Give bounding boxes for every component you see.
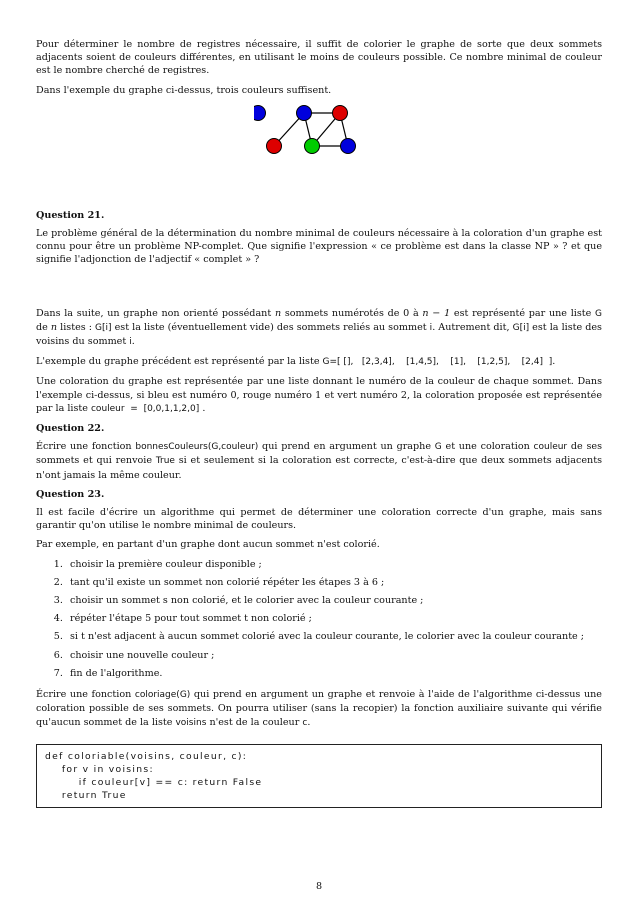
- code-bonnes-couleurs: bonnesCouleurs(G,couleur): [135, 442, 259, 453]
- question-22-text: [36, 440, 602, 482]
- text-run: n'est de la couleur: [206, 716, 303, 728]
- code-line-2: for v in voisins:: [45, 763, 154, 775]
- text-run: Une coloration du graphe est représentée par une liste donnant le numéro de la couleur de chaque sommet. Dans l'exemple ci-dessus, si bleu est numéro 0, rouge numéro 1 et vert numéro 2, la coloration proposée est représentée par la liste: [36, 376, 602, 414]
- question-23-title: Question 23.: [36, 488, 105, 500]
- text-run: .: [199, 402, 206, 414]
- text-run: L'exemple du graphe précédent est représenté par la liste: [36, 356, 323, 368]
- text-run: Écrire une fonction: [36, 689, 135, 701]
- text-run: .: [307, 716, 311, 728]
- code-i: i: [129, 337, 132, 348]
- text-run: sommets numérotés de 0 à: [281, 307, 423, 319]
- text-run: est la liste (éventuellement vide) des sommets reliés au sommet: [111, 321, 430, 333]
- code-i: i: [429, 322, 433, 333]
- text-run: est la liste des voisins du sommet: [36, 321, 602, 348]
- code-G-i: G[i]: [512, 322, 530, 333]
- question-21-text: Le problème général de la détermination du nombre minimal de couleurs nécessaire à la coloration d'un graphe est connu pour être un problème NP-complet. Que signifie l'expression « ce problème est dans la classe NP » ? et que signifie l'adjonction de l'adjectif « complet » ?: [36, 228, 602, 266]
- code-coloriage: coloriage(G): [134, 690, 191, 701]
- code-c: c: [302, 717, 308, 728]
- vertex-0: [254, 105, 266, 120]
- vertex-5: [341, 138, 356, 153]
- algorithm-steps: [36, 558, 602, 680]
- text-run: qui prend en argument un graphe et renvoie à l'aide de l'algorithme ci-dessus une coloration possible de ses sommets. On pourra utiliser (sans la recopier) la fonction auxiliaire suivante qui vérifie qu'aucun sommet de la liste: [36, 689, 602, 728]
- page-number: 8: [315, 881, 323, 892]
- intro-paragraph-2: Dans l'exemple du graphe ci-dessus, trois couleurs suffisent.: [36, 84, 332, 96]
- math-n: n: [50, 321, 58, 333]
- math-n: n: [274, 307, 282, 319]
- question-23-paragraph-2: Par exemple, en partant d'un graphe dont aucun sommet n'est colorié.: [36, 539, 380, 551]
- question-23-paragraph-3: [36, 688, 602, 730]
- question-22-title: Question 22.: [36, 423, 105, 435]
- code-line-1: def coloriable(voisins, couleur, c):: [45, 750, 248, 762]
- algorithm-step: 6. choisir une nouvelle couleur ;: [66, 649, 602, 662]
- question-21-title: Question 21.: [36, 209, 105, 221]
- content: [36, 38, 602, 808]
- representation-paragraph-2: [36, 355, 602, 369]
- representation-paragraph-1: [36, 307, 602, 350]
- algorithm-step: 5. si t n'est adjacent à aucun sommet colorié avec la couleur courante, le colorier avec la couleur courante ;: [66, 630, 602, 643]
- vertex-3: [267, 138, 282, 153]
- vertex-1: [297, 105, 312, 120]
- representation-paragraph-3: [36, 375, 602, 416]
- question-23-paragraph-1: Il est facile d'écrire un algorithme qui permet de déterminer une coloration correcte d'un graphe, mais sans garantir qu'on utilise le nombre minimal de couleurs.: [36, 507, 602, 532]
- code-line-4: return True: [45, 789, 127, 801]
- vertex-2: [333, 105, 348, 120]
- math-n-minus-1: n − 1: [422, 307, 451, 319]
- text-run: de: [36, 321, 51, 333]
- text-run: Écrire une fonction: [36, 441, 136, 453]
- code-couleur: couleur: [533, 442, 568, 453]
- code-voisins: voisins: [175, 717, 207, 728]
- graph-figure: [254, 103, 384, 175]
- code-G: G: [434, 442, 442, 453]
- text-run: listes :: [57, 321, 96, 333]
- code-block: [36, 744, 602, 808]
- text-run: et une coloration: [441, 441, 534, 453]
- text-run: est représenté par une liste: [450, 307, 596, 319]
- text-run: si et seulement si la coloration est correcte, c'est-à-dire que deux sommets adjacents n'ont jamais la même couleur.: [36, 455, 602, 481]
- code-true: True: [155, 456, 175, 467]
- algorithm-step: 2. tant qu'il existe un sommet non colorié répéter les étapes 3 à 6 ;: [66, 576, 602, 589]
- algorithm-step: 1. choisir la première couleur disponible ;: [66, 558, 602, 571]
- text-run: de ses sommets et qui renvoie: [36, 441, 602, 467]
- text-run: .: [552, 356, 556, 368]
- code-G: G: [595, 308, 603, 319]
- vertex-4: [305, 138, 320, 153]
- algorithm-step: 7. fin de l'algorithme.: [66, 667, 602, 680]
- algorithm-step: 4. répéter l'étape 5 pour tout sommet t non colorié ;: [66, 612, 602, 625]
- code-line-3: if couleur[v] == c: return False: [45, 776, 263, 788]
- text-run: .: [131, 336, 135, 348]
- intro-paragraph-1: Pour déterminer le nombre de registres nécessaire, il suffit de colorier le graphe de sorte que deux sommets adjacents soient de couleurs différentes, en utilisant le moins de couleurs possible. Ce nombre minimal de couleur est le nombre cherché de registres.: [36, 39, 602, 77]
- code-couleur-list: couleur = [0,0,1,1,2,0]: [90, 403, 200, 414]
- text-run: . Autrement dit,: [432, 321, 513, 333]
- text-run: Dans la suite, un graphe non orienté possédant: [36, 307, 275, 319]
- code-graph-list: G=[ [], [2,3,4], [1,4,5], [1], [1,2,5], [2,4] ]: [322, 357, 553, 368]
- code-G-i: G[i]: [95, 322, 112, 333]
- text-run: qui prend en argument un graphe: [258, 441, 435, 453]
- algorithm-step: 3. choisir un sommet s non colorié, et le colorier avec la couleur courante ;: [66, 594, 602, 607]
